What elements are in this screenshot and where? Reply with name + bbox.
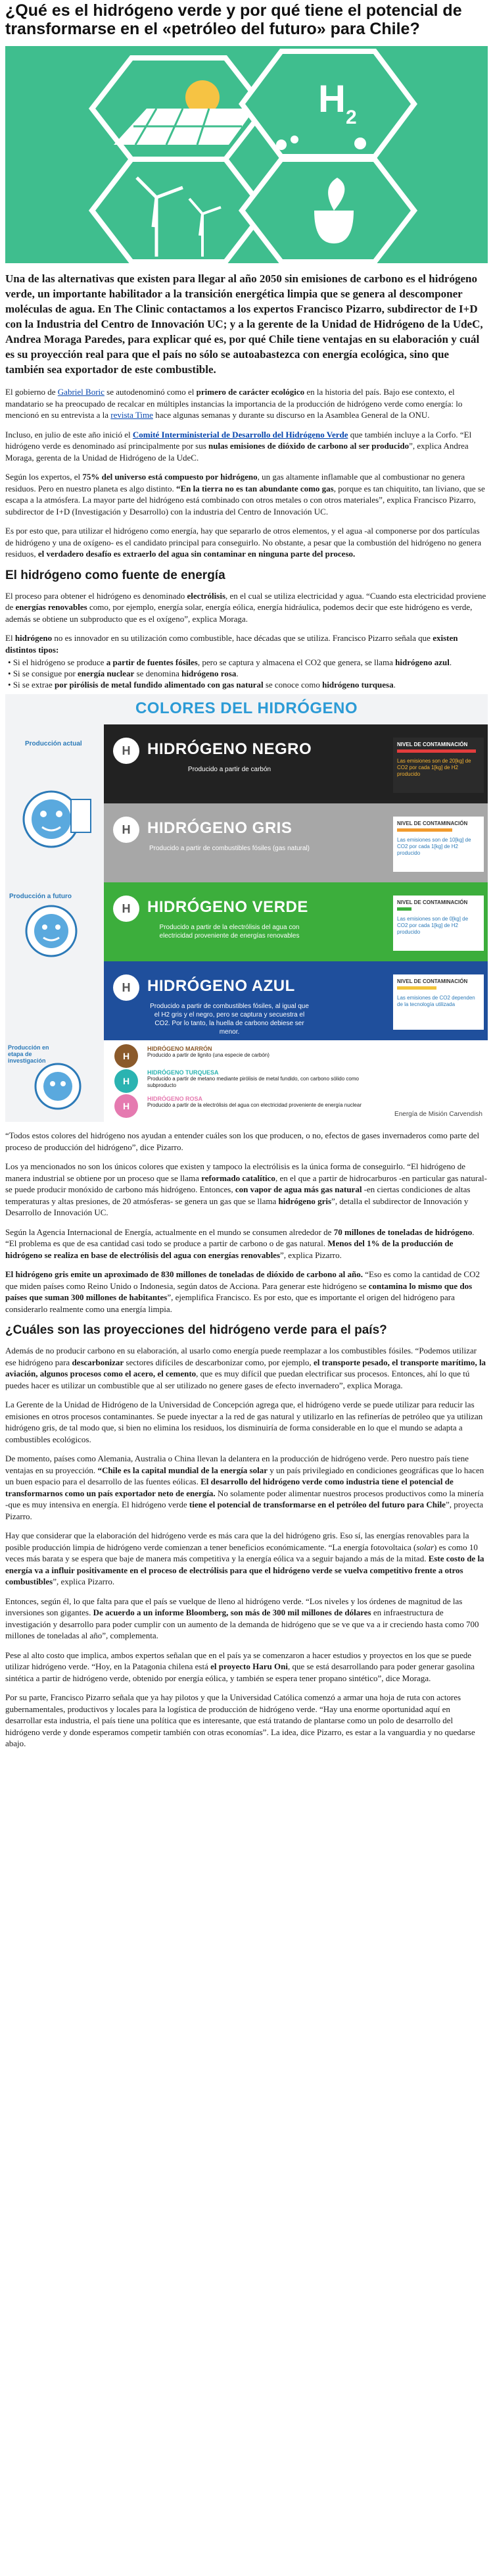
section-heading-2: ¿Cuáles son las proyecciones del hidrógeno verde para el país? (5, 1323, 387, 1337)
contamination-level: NIVEL DE CONTAMINACIÓN Las emisiones son de 0[kg] de CO2 por cada 1[kg] de H2 producido (393, 896, 484, 951)
row-hidrogeno-rosa: HIDRÓGENO ROSA Producido a partir de la electrólisis del agua con electricidad proveniente de energía nuclear (147, 1096, 362, 1108)
link-gabriel-boric[interactable]: Gabriel Boric (57, 387, 105, 397)
paragraph-9: Según la Agencia Internacional de Energía, actualmente en el mundo se consumen alrededor de 70 millones de toneladas de hidrógeno. “El problema es que de esa cantidad casi todo se produce a partir de carbono o de gas natural. Menos del 1% de la producción de hidrógeno se realiza en base de electrólisis del agua con energías renovables”, explica Pizarro. (5, 1226, 475, 1260)
contamination-level: NIVEL DE CONTAMINACIÓN Las emisiones son de 20[kg] de CO2 por cada 1[kg] de H2 producido (393, 738, 484, 793)
band-description: Producido a partir de combustibles fósiles, al igual que el H2 gris y el negro, pero se captura y secuestra el CO2. Por lo tanto, la huella de carbono debiese ser menor. (150, 1003, 309, 1036)
current-production-illustration (5, 720, 104, 878)
paragraph-5: El proceso para obtener el hidrógeno es denominado electrólisis, en el cual se utiliza electricidad y agua. “Cuando esta electricidad proviene de energías renovables como, por ejemplo, energía solar, energía eólica, energía hidráulica, podemos decir que este hidrógeno es verde, además se obtiene un subproducto que es el oxígeno”, explica Moraga. (5, 590, 486, 624)
h-molecule-icon: H (113, 738, 139, 764)
article-lede: Una de las alternativas que existen para llegar al año 2050 sin emisiones de carbono es el hidrógeno verde, un importante habilitador a la transición energética limpia que se genera al descomponer moléculas de agua. En The Clinic contactamos a los expertos Francisco Pizarro, subdirector de I+D con la Industria del Centro de Innovación UC; y a la gerente de la Unidad de Hidrógeno de la UdeC, Andrea Moraga Paredes, para explicar qué es, por qué Chile tiene ventajas en su elaboración y cuál es su proyección real para que el país no sólo se autoabastezca con energía ecológica, sino que también sea exportador de este combustible. (5, 272, 483, 376)
h-molecule-icon: H (114, 1044, 138, 1068)
link-revista-time[interactable]: revista Time (110, 410, 153, 420)
section-heading-1: El hidrógeno como fuente de energía (5, 568, 225, 582)
paragraph-16: Pese al alto costo que implica, ambos expertos señalan que en el país ya se comenzaron a hacer estudios y proyectos en los que se puede utilizar hidrógeno verde. “Hoy, en la Patagonia chilena está el proyecto Haru Oni, que se está desarrollando para poder generar gasolina sintética a partir de hidrógeno verde, obtenido por energía eólica, y también se espera tener propano sintético”, dice Moraga. (5, 1650, 475, 1683)
list-item: • Si el hidrógeno se produce a partir de fuentes fósiles, pero se captura y almacena el CO2 que genera, se llama hidrógeno azul. (8, 657, 488, 668)
contamination-bar (397, 986, 436, 990)
paragraph-12: La Gerente de la Unidad de Hidrógeno de la Universidad de Concepción agrega que, el hidrógeno verde se puede utilizar para reducir las emisiones en otros procesos contaminantes. Se puede inyectar a la red de gas natural y utilizarlo en las refinerías de petróleo que ya utilizan hidrógeno gris, de tal modo que, si bien no elimina los residuos, los disminuiría de forma considerable en lo que el mundo se adapta a combustibles ecológicos. (5, 1400, 483, 1444)
h-molecule-icon: H (113, 896, 139, 922)
leaf-icon (242, 159, 414, 262)
link-comite-hidrogeno[interactable]: Comité Interministerial de Desarrollo del Hidrógeno Verde (132, 429, 348, 440)
contamination-bar (397, 749, 476, 753)
contamination-level: NIVEL DE CONTAMINACIÓN Las emisiones de CO2 dependen de la tecnología utilizada (393, 974, 484, 1030)
paragraph-4: Es por esto que, para utilizar el hidrógeno como energía, hay que separarlo de otros elementos, y el agua -al componerse por dos partículas de hidrógeno y una de oxígeno- es el candidato principal para conseguirlo. No obstante, a pesar que la combustión del hidrógeno no genera residuos, el verdadero desafío es extraerlo del agua sin contaminar en ninguna parte del proceso. (5, 526, 482, 559)
paragraph-6: El hidrógeno no es innovador en su utilización como combustible, hace décadas que se utiliza. Francisco Pizarro señala que existen distintos tipos: (5, 633, 458, 655)
h-molecule-icon: H (113, 974, 139, 1001)
band-name: HIDRÓGENO NEGRO (147, 740, 312, 758)
contamination-bar (397, 907, 411, 911)
band-hidrogeno-azul (104, 961, 488, 1040)
list-item: • Si se consigue por energía nuclear se denomina hidrógeno rosa. (8, 668, 488, 679)
h-molecule-icon: H (114, 1069, 138, 1093)
band-hidrogeno-verde (104, 882, 488, 961)
article-title: ¿Qué es el hidrógeno verde y por qué tiene el potencial de transformarse en el «petróleo del futuro» para Chile? (5, 1, 462, 38)
band-name: HIDRÓGENO VERDE (147, 898, 308, 916)
row-hidrogeno-turquesa: HIDRÓGENO TURQUESA Producido a partir de metano mediante pirólisis de metal fundido, con carbono sólido como subproducto (147, 1069, 359, 1088)
band-other-hydrogen-types (104, 1040, 488, 1122)
future-production-illustration (5, 892, 104, 964)
contamination-level: NIVEL DE CONTAMINACIÓN Las emisiones son de 10[kg] de CO2 por cada 1[kg] de H2 producido (393, 817, 484, 872)
h2-subscript: 2 (346, 107, 357, 128)
research-production-illustration (5, 1040, 104, 1122)
paragraph-10: El hidrógeno gris emite un aproximado de 830 millones de toneladas de dióxido de carbono al año. “Eso es como la cantidad de CO2 que miden países como Reino Unido o Indonesia, según datos de Acciona. Para generar este hidrógeno se contamina lo mismo que dos países que suman 300 millones de habitantes”, ejemplifica Francisco. Es por esto, que es importante el origen del hidrógeno para considerarlo realmente como una energía limpia. (5, 1269, 480, 1314)
band-name: HIDRÓGENO GRIS (147, 819, 293, 837)
band-hidrogeno-negro (104, 724, 488, 803)
paragraph-17: Por su parte, Francisco Pizarro señala que ya hay pilotos y que la Universidad Católica comenzó a armar una hoja de ruta con actores gubernamentales, productivos y locales para la logística de producción de hidrógeno verde. “Hay una enorme oportunidad aquí en desarrollar esta industria, el país tiene una política que es interesante, que está tratando de plantarse como un polo de desarrollo del hidrógeno verde y donde esperamos competir también con otras economías”. La idea, dice Pizarro, es estar a la vanguardia y no quedarse abajo. (5, 1692, 475, 1748)
band-description: Producido a partir de combustibles fósiles (gas natural) (149, 845, 310, 852)
band-description: Producido a partir de carbón (187, 766, 271, 773)
hydrogen-types-list (8, 657, 488, 690)
hydrogen-molecule-icon (242, 51, 414, 157)
row-hidrogeno-marron: HIDRÓGENO MARRÓN Producido a partir de lignito (una especie de carbón) (147, 1046, 270, 1058)
hydrogen-colors-infographic (5, 694, 488, 1122)
solar-panel-icon (92, 58, 265, 159)
paragraph-13: De momento, países como Alemania, Australia o China llevan la delantera en la producción de hidrógeno verde. Pero nuestro país tiene ventajas en su proyección. “Chile es la capital mundial de la energía solar y un país privilegiado en condiciones geográficas que lo hacen un buen espacio para el desarrollo de las fuentes eólicas. El desarrollo del hidrógeno verde como industria tiene el potencial de transformarnos como un país exportador neto de energía. No solamente poder alimentar nuestros procesos productivos como la minería -que es muy intensiva en energía. El hidrógeno verde tiene el potencial de transformarse en el petróleo del futuro para Chile”, proyecta Pizarro. (5, 1453, 484, 1521)
band-name: HIDRÓGENO AZUL (147, 977, 295, 995)
infographic-title: COLORES DEL HIDRÓGENO (135, 699, 358, 717)
band-description: Producido a partir de la electrólisis del agua con electricidad proveniente de energías renovables (159, 924, 300, 940)
contamination-bar (397, 828, 452, 832)
list-item: • Si se extrae por pirólisis de metal fundido alimentado con gas natural se conoce como hidrógeno turquesa. (8, 679, 488, 690)
paragraph-7: “Todos estos colores del hidrógeno nos ayudan a entender cuáles son los que producen, o no, efectos de gases invernaderos como parte del proceso de producción del hidrógeno”, dice Pizarro. (5, 1130, 480, 1152)
hero-illustration (5, 46, 488, 263)
h-molecule-icon: H (114, 1094, 138, 1118)
tag-future-production: Producción a futuro (9, 893, 72, 900)
paragraph-2: Incluso, en julio de este año inició el Comité Interministerial de Desarrollo del Hidrógeno Verde que también incluye a la Corfo. “El hidrógeno verde es denominado así principalmente por sus nulas emisiones de dióxido de carbono al ser producido”, explica Andrea Moraga, gerenta de la Unidad de Hidrógeno de la UdeC. (5, 429, 472, 463)
paragraph-15: Entonces, según él, lo que falta para que el país se vuelque de lleno al hidrógeno verde. “Los niveles y los órdenes de magnitud de las inversiones son gigantes. De acuerdo a un informe Bloomberg, son más de 300 mil millones de dólares en infraestructura de investigación y desarrollo para poder cumplir con un aumento de la demanda de hidrógeno que se ve que va a ir creciendo hasta como 700 millones de toneladas al año”, complementa. (5, 1596, 479, 1640)
paragraph-8: Los ya mencionados no son los únicos colores que existen y tampoco la electrólisis es la única forma de conseguirlo. “El hidrógeno de manera industrial se obtiene por un proceso que se llama reformado catalítico, en el que a partir de hidrocarburos -en particular gas natural- se puede producir monóxido de carbono más hidrógeno. Entonces, con vapor de agua más gas natural -en ciertas condiciones de altas temperaturas y altas presiones, de 20 atmósferas- se genera un gas que se llama hidrógeno gris”, detalla el subdirector de Innovación y Desarrollo de Innovación UC. (5, 1161, 487, 1217)
paragraph-1: El gobierno de Gabriel Boric se autodenominó como el primero de carácter ecológico en la historia del país. Bajo ese contexto, el mandatario se ha preocupado de recalcar en múltiples instancias la importancia de la producción de hidrógeno verde como energía: lo mencionó en su entrevista a la revista Time hace algunas semanas y durante su discurso en la Asamblea General de la ONU. (5, 387, 463, 420)
infographic-credit: Energía de Misión Carvendish (394, 1111, 482, 1118)
h-molecule-icon: H (113, 817, 139, 843)
paragraph-11: Además de no producir carbono en su elaboración, al usarlo como energía puede reemplazar a los combustibles fósiles. “Podemos utilizar ese hidrógeno para descarbonizar sectores difíciles de descarbonizar como, por ejemplo, el transporte pesado, el transporte marítimo, la aviación, algunos procesos como el acero, el cemento, que es muy difícil que puedan electrificar sus procesos. Entonces, ahí lo que tú puedes hacer es utilizar un combustible que al ser utilizado no genere gases de efecto invernadero”, explica Moraga. (5, 1346, 486, 1390)
paragraph-14: Hay que considerar que la elaboración del hidrógeno verde es más cara que la del hidrógeno gris. Eso sí, las energías renovables para la posible producción limpia de hidrógeno verde comienzan a tener beneficios económicamente. “La energía fotovoltaica (solar) es como 10 veces más barata y se espera que baje de manera más competitiva y la energía eólica va a seguir bajando a más de la mitad. Este costo de la energía va a influir positivamente en el proceso de electrólisis para que el hidrógeno verde se vuelva competitivo frente a otros combustibles”, explica Pizarro. (5, 1530, 484, 1586)
paragraph-3: Según los expertos, el 75% del universo está compuesto por hidrógeno, un gas altamente inflamable que al combustionar no genera residuos. Pero en nuestro planeta es algo distinto. “En la tierra no es tan abundante como gas, porque es tan chiquitito, tan liviano, que se escapa a la atmósfera. La mayor parte del hidrógeno está combinado con otros metales o con otros materiales”, explica Francisco Pizarro, subdirector de I+D (Investigación y Desarrollo) con la industria del Centro de Innovación UC. (5, 472, 485, 517)
band-hidrogeno-gris (104, 803, 488, 882)
tag-research-production: Producción en etapa de investigación (8, 1044, 49, 1064)
tag-current-production: Producción actual (25, 740, 82, 747)
h2-label: H (318, 78, 346, 120)
